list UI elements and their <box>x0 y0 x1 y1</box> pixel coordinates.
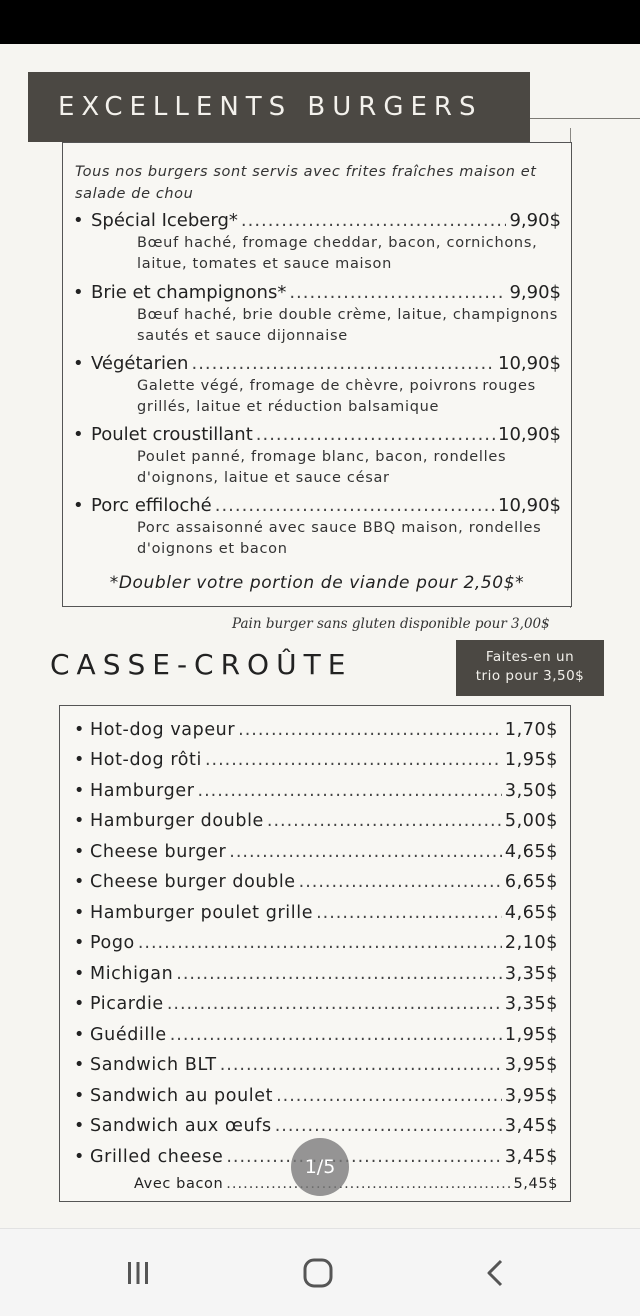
item-price: 3,45$ <box>504 1147 558 1167</box>
leader-dots <box>299 870 502 894</box>
burgers-intro: Tous nos burgers sont servis avec frites fraîches maison et salade de chou <box>75 164 537 202</box>
leader-dots <box>215 494 495 518</box>
trio-line-1: Faites-en un <box>485 649 575 665</box>
bullet: • <box>74 842 85 862</box>
menu-item <box>73 423 561 489</box>
list-item <box>74 901 558 925</box>
bullet: • <box>74 1086 85 1106</box>
leader-dots <box>267 809 502 833</box>
item-price: 10,90$ <box>498 495 561 516</box>
list-item <box>74 840 558 864</box>
item-name: Hot-dog vapeur <box>90 720 236 740</box>
list-item <box>74 870 558 894</box>
leader-dots <box>205 748 502 772</box>
bullet: • <box>74 720 85 740</box>
item-price: 1,95$ <box>504 1025 558 1045</box>
bullet: • <box>74 994 85 1014</box>
burgers-box <box>62 142 572 607</box>
item-price: 5,45$ <box>513 1176 558 1192</box>
item-price: 4,65$ <box>504 842 558 862</box>
bullet: • <box>74 781 85 801</box>
casse-croute-box <box>59 705 571 1202</box>
item-price: 3,35$ <box>504 994 558 1014</box>
back-icon <box>481 1258 511 1288</box>
bullet: • <box>73 495 84 516</box>
bullet: • <box>74 1025 85 1045</box>
trio-line-2: trio pour 3,50$ <box>475 668 585 684</box>
item-name: Picardie <box>90 994 164 1014</box>
bullet: • <box>73 282 84 303</box>
trio-badge <box>456 640 604 696</box>
list-item <box>74 931 558 955</box>
menu-item <box>73 209 561 275</box>
item-name: Brie et champignons* <box>91 282 287 303</box>
item-name: Végétarien <box>91 353 189 374</box>
item-name: Sandwich au poulet <box>90 1086 274 1106</box>
burgers-section-title <box>28 72 530 142</box>
item-price: 3,50$ <box>504 781 558 801</box>
item-name: Hamburger double <box>90 811 264 831</box>
back-button[interactable] <box>466 1251 526 1295</box>
list-item <box>74 992 558 1016</box>
item-name: Michigan <box>90 964 174 984</box>
burgers-title-text: EXCELLENTS BURGERS <box>58 92 483 122</box>
menu-item <box>73 352 561 418</box>
leader-dots <box>138 931 502 955</box>
bullet: • <box>74 1116 85 1136</box>
bullet: • <box>74 964 85 984</box>
gluten-free-note: Pain burger sans gluten disponible pour 3,00$ <box>232 616 550 632</box>
leader-dots <box>226 1145 502 1169</box>
leader-dots <box>226 1172 510 1196</box>
menu-item <box>73 281 561 347</box>
item-price: 3,95$ <box>504 1055 558 1075</box>
item-name: Hot-dog rôti <box>90 750 202 770</box>
item-name: Spécial Iceberg* <box>91 210 238 231</box>
leader-dots <box>220 1053 502 1077</box>
bullet: • <box>74 933 85 953</box>
item-name: Poulet croustillant <box>91 424 253 445</box>
item-price: 6,65$ <box>504 872 558 892</box>
menu-item <box>73 494 561 560</box>
bullet: • <box>74 750 85 770</box>
item-name: Hamburger poulet grille <box>90 903 314 923</box>
item-name: Grilled cheese <box>90 1147 224 1167</box>
page-indicator: 1/5 <box>291 1138 349 1196</box>
item-price: 1,70$ <box>504 720 558 740</box>
item-description: Galette végé, fromage de chèvre, poivrons rouges grillés, laitue et réduction balsamique <box>137 378 536 415</box>
leader-dots <box>276 1084 502 1108</box>
navigation-bar <box>0 1228 640 1316</box>
header-rule <box>530 118 640 119</box>
leader-dots <box>170 1023 502 1047</box>
recents-icon <box>123 1258 153 1288</box>
item-price: 10,90$ <box>498 353 561 374</box>
item-price: 4,65$ <box>504 903 558 923</box>
item-name: Sandwich aux œufs <box>90 1116 272 1136</box>
leader-dots <box>229 840 502 864</box>
item-price: 3,45$ <box>504 1116 558 1136</box>
item-price: 1,95$ <box>504 750 558 770</box>
item-price: 5,00$ <box>504 811 558 831</box>
item-name: Guédille <box>90 1025 167 1045</box>
item-name: Cheese burger double <box>90 872 296 892</box>
item-name: Avec bacon <box>134 1176 224 1192</box>
item-price: 9,90$ <box>509 210 561 231</box>
home-button[interactable] <box>288 1251 348 1295</box>
list-item <box>74 1053 558 1077</box>
item-price: 2,10$ <box>504 933 558 953</box>
bullet: • <box>73 424 84 445</box>
bullet: • <box>74 1055 85 1075</box>
item-price: 3,35$ <box>504 964 558 984</box>
double-meat-note: *Doubler votre portion de viande pour 2,50$* <box>109 573 525 593</box>
leader-dots <box>275 1114 502 1138</box>
bullet: • <box>73 353 84 374</box>
item-price: 10,90$ <box>498 424 561 445</box>
home-icon <box>302 1257 334 1289</box>
item-description: Porc assaisonné avec sauce BBQ maison, rondelles d'oignons et bacon <box>137 520 542 557</box>
leader-dots <box>316 901 502 925</box>
item-name: Hamburger <box>90 781 195 801</box>
leader-dots <box>238 718 502 742</box>
leader-dots <box>241 209 507 233</box>
item-name: Cheese burger <box>90 842 227 862</box>
item-name: Sandwich BLT <box>90 1055 217 1075</box>
bullet: • <box>74 872 85 892</box>
leader-dots <box>198 779 502 803</box>
item-price: 9,90$ <box>509 282 561 303</box>
list-item <box>74 748 558 772</box>
list-item <box>74 1114 558 1138</box>
list-item <box>74 1023 558 1047</box>
leader-dots <box>176 962 502 986</box>
list-item <box>74 809 558 833</box>
item-price: 3,95$ <box>504 1086 558 1106</box>
list-item <box>74 1084 558 1108</box>
leader-dots <box>289 281 506 305</box>
item-description: Poulet panné, fromage blanc, bacon, rondelles d'oignons, laitue et sauce césar <box>137 449 507 486</box>
status-bar <box>0 0 640 44</box>
leader-dots <box>167 992 502 1016</box>
item-name: Porc effiloché <box>91 495 212 516</box>
leader-dots <box>256 423 495 447</box>
bullet: • <box>74 811 85 831</box>
item-name: Pogo <box>90 933 135 953</box>
bullet: • <box>74 1147 85 1167</box>
item-description: Bœuf haché, brie double crème, laitue, champignons sautés et sauce dijonnaise <box>137 307 558 344</box>
list-item <box>74 779 558 803</box>
bullet: • <box>74 903 85 923</box>
bullet: • <box>73 210 84 231</box>
leader-dots <box>191 352 495 376</box>
list-item <box>74 962 558 986</box>
list-item <box>74 718 558 742</box>
recents-button[interactable] <box>108 1251 168 1295</box>
casse-croute-title: CASSE-CROÛTE <box>50 648 353 681</box>
item-description: Bœuf haché, fromage cheddar, bacon, cornichons, laitue, tomates et sauce maison <box>137 235 538 272</box>
